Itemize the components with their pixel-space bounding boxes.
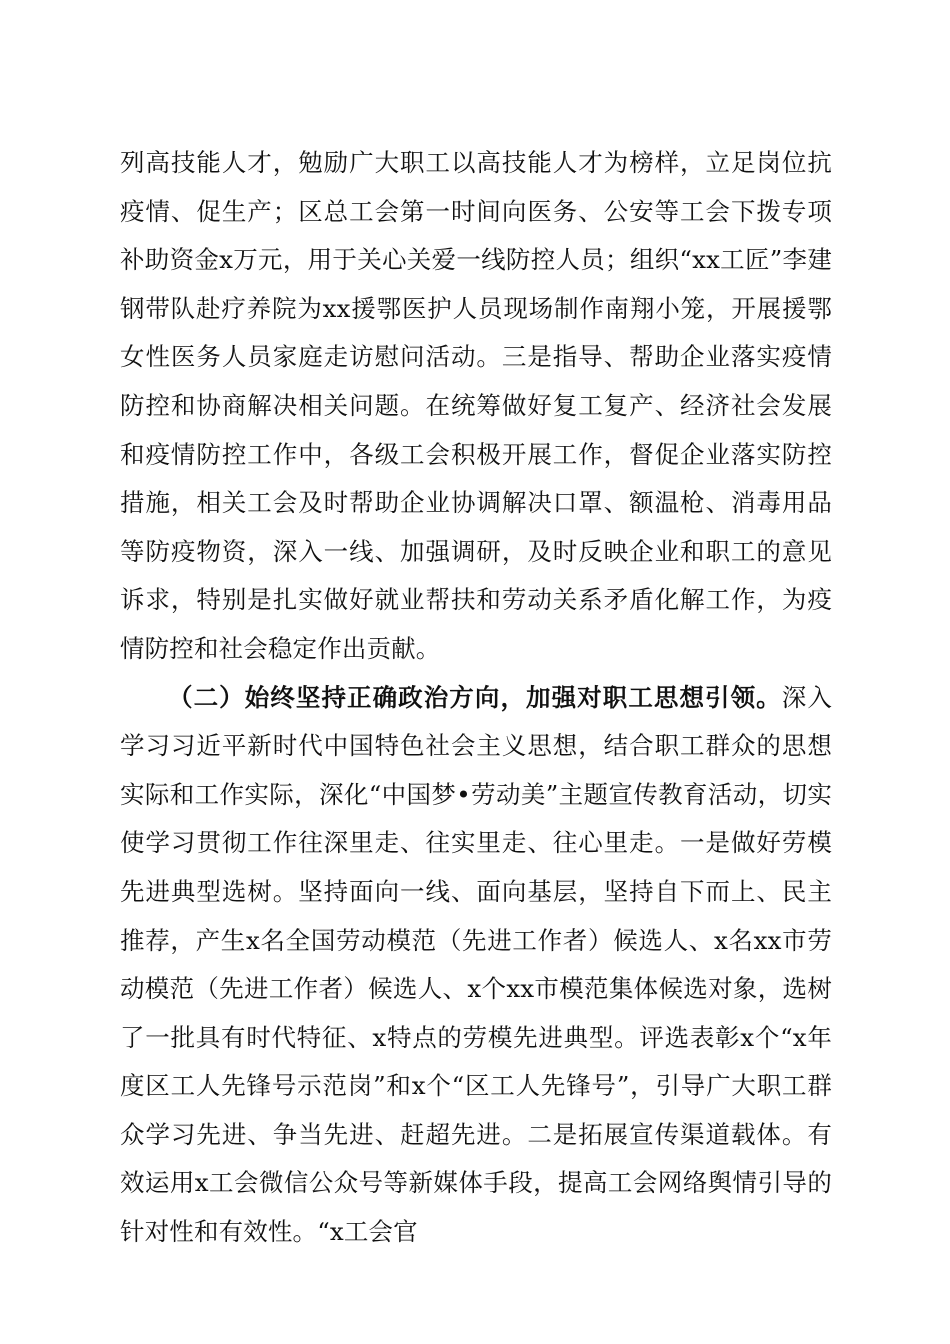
section-heading: （二）始终坚持正确政治方向，加强对职工思想引领。 <box>168 682 782 712</box>
document-body <box>120 139 832 1257</box>
section-body: 深入学习习近平新时代中国特色社会主义思想，结合职工群众的思想实际和工作实际，深化“中国梦•劳动美”主题宣传教育活动，切实使学习贯彻工作往深里走、往实里走、往心里走。一是做好劳模先进典型选树。坚持面向一线、面向基层，坚持自下而上、民主推荐，产生x名全国劳动模范（先进工作者）候选人、x名xx市劳动模范（先进工作者）候选人、x个xx市模范集体候选对象，选树了一批具有时代特征、x特点的劳模先进典型。评选表彰x个“x年度区工人先锋号示范岗”和x个“区工人先锋号”，引导广大职工群众学习先进、争当先进、赶超先进。二是拓展宣传渠道载体。有效运用x工会微信公众号等新媒体手段，提高工会网络舆情引导的针对性和有效性。“x工会官 <box>120 682 832 1247</box>
paragraph-continued: 列高技能人才，勉励广大职工以高技能人才为榜样，立足岗位抗疫情、促生产；区总工会第一时间向医务、公安等工会下拨专项补助资金x万元，用于关心关爱一线防控人员；组织“xx工匠”李建钢带队赴疗养院为xx援鄂医护人员现场制作南翔小笼，开展援鄂女性医务人员家庭走访慰问活动。三是指导、帮助企业落实疫情防控和协商解决相关问题。在统筹做好复工复产、经济社会发展和疫情防控工作中，各级工会积极开展工作，督促企业落实防控措施，相关工会及时帮助企业协调解决口罩、额温枪、消毒用品等防疫物资，深入一线、加强调研，及时反映企业和职工的意见诉求，特别是扎实做好就业帮扶和劳动关系矛盾化解工作，为疫情防控和社会稳定作出贡献。 <box>120 148 832 663</box>
section-two-paragraph <box>120 674 832 1257</box>
